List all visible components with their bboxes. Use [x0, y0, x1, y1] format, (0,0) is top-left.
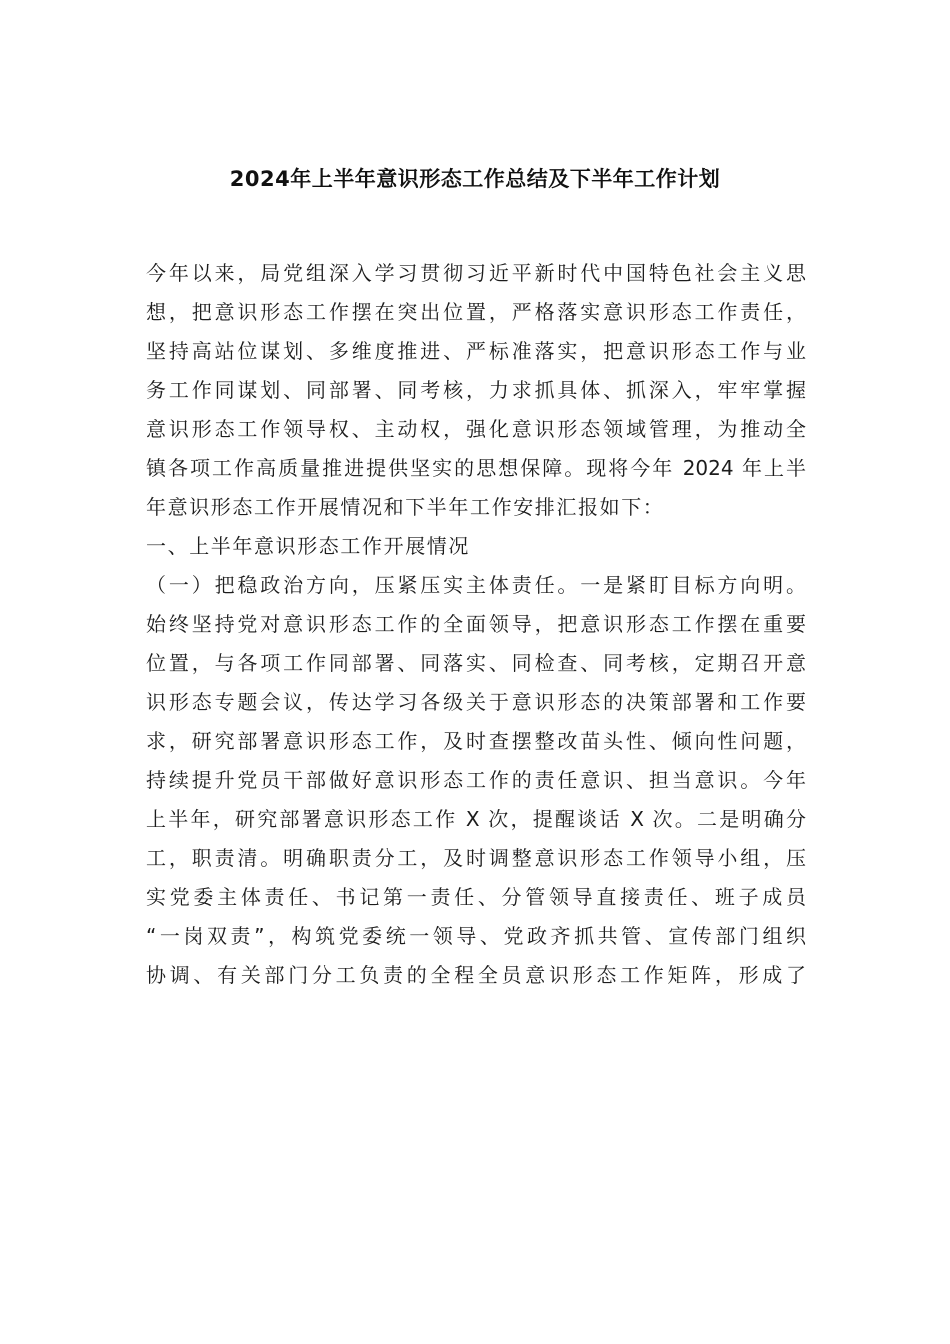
body-line: 工，职责清。明确职责分工，及时调整意识形态工作领导小组，压 — [146, 846, 806, 870]
body-line: 位置，与各项工作同部署、同落实、同检查、同考核，定期召开意 — [146, 651, 806, 675]
body-line: 上半年，研究部署意识形态工作 X 次，提醒谈话 X 次。二是明确分 — [146, 807, 806, 831]
body-line: 年意识形态工作开展情况和下半年工作安排汇报如下： — [146, 495, 665, 519]
body-line: 协调、有关部门分工负责的全程全员意识形态工作矩阵，形成了 — [146, 963, 806, 987]
body-line: 坚持高站位谋划、多维度推进、严标准落实，把意识形态工作与业 — [146, 339, 806, 363]
body-line: 实党委主体责任、书记第一责任、分管领导直接责任、班子成员 — [146, 885, 806, 909]
body-line: 始终坚持党对意识形态工作的全面领导，把意识形态工作摆在重要 — [146, 612, 806, 636]
section-heading: 一、上半年意识形态工作开展情况 — [146, 534, 470, 558]
body-line: 意识形态工作领导权、主动权，强化意识形态领域管理，为推动全 — [146, 417, 806, 441]
body-line: 务工作同谋划、同部署、同考核，力求抓具体、抓深入，牢牢掌握 — [146, 378, 806, 402]
body-line: 镇各项工作高质量推进提供坚实的思想保障。现将今年 2024 年上半 — [146, 456, 806, 480]
body-line: “一岗双责”，构筑党委统一领导、党政齐抓共管、宣传部门组织 — [146, 924, 806, 948]
body-line: 识形态专题会议，传达学习各级关于意识形态的决策部署和工作要 — [146, 690, 806, 714]
document-title: 2024年上半年意识形态工作总结及下半年工作计划 — [229, 167, 721, 191]
body-line: 持续提升党员干部做好意识形态工作的责任意识、担当意识。今年 — [146, 768, 806, 792]
body-line: 今年以来，局党组深入学习贯彻习近平新时代中国特色社会主义思 — [146, 261, 806, 285]
body-line: 求，研究部署意识形态工作，及时查摆整改苗头性、倾向性问题， — [146, 729, 806, 753]
body-line: 想，把意识形态工作摆在突出位置，严格落实意识形态工作责任， — [146, 300, 806, 324]
document-body — [146, 254, 806, 995]
body-line: （一）把稳政治方向，压紧压实主体责任。一是紧盯目标方向明。 — [146, 573, 806, 597]
